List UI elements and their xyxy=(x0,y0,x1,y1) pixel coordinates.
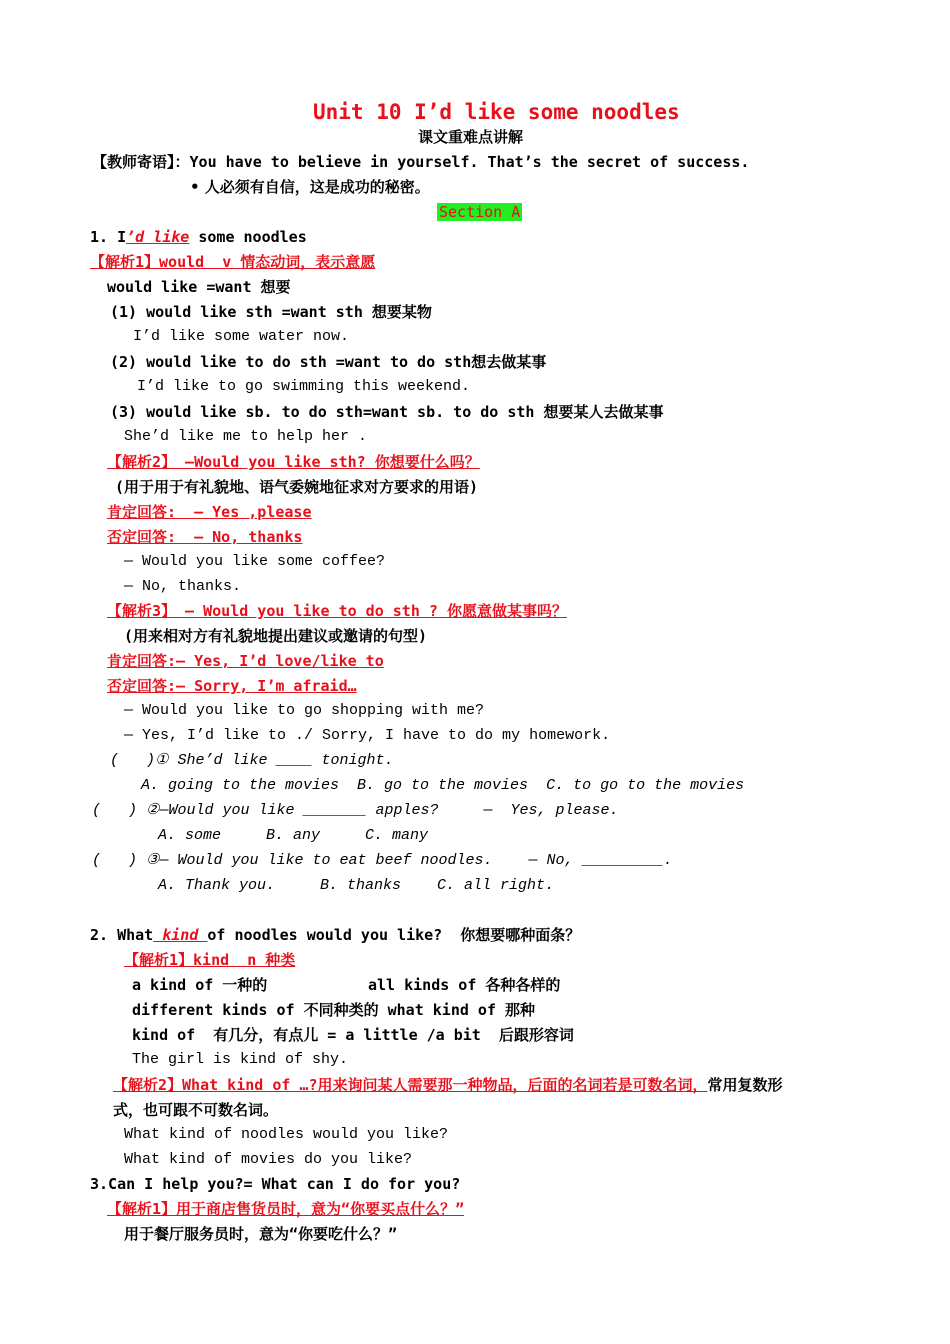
exercise-options-1: A. going to the movies B. go to the movies C. to go to the movies xyxy=(141,777,745,794)
teacher-message xyxy=(92,152,749,172)
item-2-example: What kind of noodles would you like? xyxy=(124,1126,449,1143)
exercise-question-1: ( )① She’d like ____ tonight. xyxy=(110,752,394,769)
item-1-text-c: some noodles xyxy=(189,228,307,246)
teacher-message-en: You have to believe in yourself. That’s the secret of success. xyxy=(189,153,750,171)
item-1-example: — Would you like to go shopping with me? xyxy=(124,702,485,719)
item-1-heading xyxy=(90,227,307,247)
item-1-line: (用来相对方有礼貌地提出建议或邀请的句型) xyxy=(124,627,428,645)
item-2-note-1: 【解析1】kind n 种类 xyxy=(124,951,296,969)
item-3-heading: 3.Can I help you?= What can I do for you? xyxy=(90,1175,461,1193)
item-1-line: (3) would like sb. to do sth=want sb. to do sth 想要某人去做某事 xyxy=(110,403,664,421)
item-1-answer-no: 否定回答: — No, thanks xyxy=(107,528,303,546)
item-1-example: I’d like to go swimming this weekend. xyxy=(137,378,471,395)
teacher-message-cn: • 人必须有自信，这是成功的秘密。 xyxy=(190,178,430,196)
exercise-question-2: ( ) ②—Would you like _______ apples? — Yes, please. xyxy=(92,802,619,819)
item-2-note-2-red: 【解析2】What kind of …?用来询问某人需要那一种物品，后面的名词若是可数名词， xyxy=(113,1076,708,1094)
item-2-example: What kind of movies do you like? xyxy=(124,1151,413,1168)
item-1-example: I’d like some water now. xyxy=(133,328,350,345)
item-2-heading xyxy=(90,925,580,945)
item-1-note-3: 【解析3】 — Would you like to do sth ? 你愿意做某事吗？ xyxy=(107,602,567,620)
exercise-options-3: A. Thank you. B. thanks C. all right. xyxy=(158,877,555,894)
item-2-text-a: 2. What xyxy=(90,926,154,944)
exercise-question-3: ( ) ③— Would you like to eat beef noodles. — No, _________. xyxy=(92,852,673,869)
item-1-answer-yes: 肯定回答: — Yes ,please xyxy=(107,503,312,521)
item-1-line: (用于用于有礼貌地、语气委婉地征求对方要求的用语) xyxy=(115,478,479,496)
item-2-text-c: of noodles would you like? 你想要哪种面条？ xyxy=(207,926,581,944)
item-1-example: — Yes, I’d like to ./ Sorry, I have to do my homework. xyxy=(124,727,611,744)
item-1-example: — Would you like some coffee? xyxy=(124,553,386,570)
item-1-note-2: 【解析2】 —Would you like sth? 你想要什么吗？ xyxy=(107,453,480,471)
page-title: Unit 10 I’d like some noodles xyxy=(313,100,680,124)
item-2-line: a kind of 一种的 xyxy=(132,976,268,994)
item-2-line: kind of 有几分，有点儿 = a little /a bit 后跟形容词 xyxy=(132,1026,574,1044)
item-1-text-a: 1. I xyxy=(90,228,127,246)
item-3-note-1: 【解析1】用于商店售货员时，意为“你要买点什么？” xyxy=(107,1200,465,1218)
item-1-keyword: ’d like xyxy=(126,228,190,246)
item-2-line: all kinds of 各种各样的 xyxy=(368,976,561,994)
item-1-line: (1) would like sth =want sth 想要某物 xyxy=(110,303,432,321)
item-1-answer-no-2: 否定回答:— Sorry, I’m afraid… xyxy=(107,677,357,695)
item-2-example: The girl is kind of shy. xyxy=(132,1051,349,1068)
section-heading xyxy=(437,202,522,222)
item-2-line: different kinds of 不同种类的 what kind of 那种 xyxy=(132,1001,536,1019)
section-label: Section A xyxy=(439,203,521,221)
item-2-note-2 xyxy=(113,1075,783,1095)
item-1-example: She’d like me to help her . xyxy=(124,428,368,445)
item-3-line: 用于餐厅服务员时，意为“你要吃什么？” xyxy=(124,1225,398,1243)
item-1-note-1: 【解析1】would v 情态动词，表示意愿 xyxy=(90,253,376,271)
exercise-options-2: A. some B. any C. many xyxy=(158,827,429,844)
item-2-line: 式，也可跟不可数名词。 xyxy=(113,1101,279,1119)
item-1-line: (2) would like to do sth =want to do sth想去做某事 xyxy=(110,353,547,371)
item-1-answer-yes-2: 肯定回答:— Yes, I’d love/like to xyxy=(107,652,384,670)
item-1-example: — No, thanks. xyxy=(124,578,242,595)
item-1-line: would like =want 想要 xyxy=(107,278,291,296)
item-2-note-2-tail: 常用复数形 xyxy=(707,1076,783,1094)
item-2-keyword: kind xyxy=(153,926,208,944)
page-subtitle: 课文重难点讲解 xyxy=(418,128,524,146)
teacher-label: 【教师寄语】： xyxy=(92,153,190,171)
